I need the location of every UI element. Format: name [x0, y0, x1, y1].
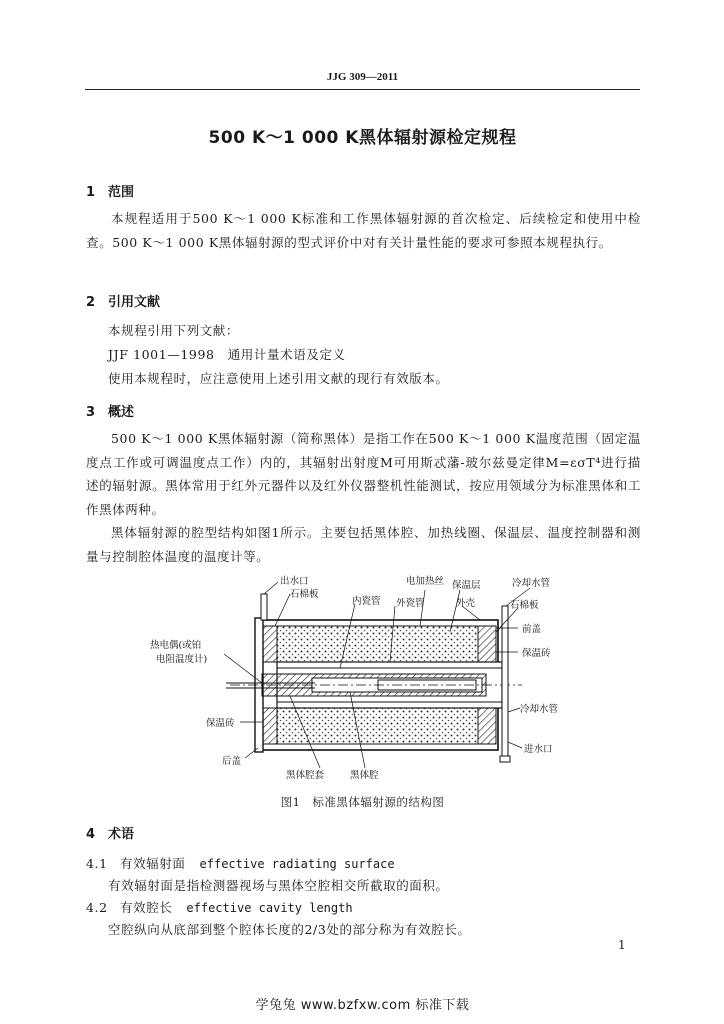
document-code-header: JJG 309—2011 [326, 71, 399, 83]
page-title: 500 K～1 000 K黑体辐射源检定规程 [208, 128, 517, 148]
section-number: 1 [86, 185, 96, 200]
asbestos-block [478, 626, 496, 662]
section-title: 概述 [108, 405, 135, 420]
term-en: effective cavity length [186, 901, 353, 915]
label-asbestos-left: 石棉板 [290, 589, 319, 600]
label-inner-tube: 内瓷管 [352, 596, 381, 607]
cooling-pipe [502, 606, 508, 756]
reference-item: JJF 1001—1998 通用计量术语及定义 [108, 347, 346, 362]
outlet-pipe [261, 594, 267, 620]
term-4-2-definition: 空腔纵向从底部到整个腔体长度的2/3处的部分称为有效腔长。 [108, 922, 471, 937]
label-insulation-brick-right: 保温砖 [522, 648, 551, 659]
label-heater-wire: 电加热丝 [406, 576, 445, 587]
insulation-layer-top [277, 626, 478, 662]
label-front-cover: 前盖 [522, 624, 542, 635]
section-1-heading [86, 181, 134, 200]
section-3-paragraph-2: 黑体辐射源的腔型结构如图1所示。主要包括黑体腔、加热线圈、保温层、温度控制器和测量与控制腔体温度的温度计等。 [86, 525, 641, 564]
label-insulation-brick-left: 保温砖 [206, 718, 235, 729]
label-inlet: 进水口 [524, 744, 553, 755]
insulation-brick [263, 626, 277, 662]
term-4-1 [86, 854, 395, 872]
insulation-brick [263, 708, 277, 744]
section-3-heading [86, 401, 134, 420]
reference-intro: 本规程引用下列文献： [108, 323, 240, 338]
section-4-heading [86, 823, 134, 842]
label-asbestos-right: 石棉板 [510, 600, 539, 611]
header-rule [85, 89, 640, 90]
section-2-heading [86, 291, 160, 310]
section-3-paragraph-1: 500 K～1 000 K黑体辐射源（简称黑体）是指工作在500 K～1 000 K温度范围（固定温度点工作或可调温度点工作）内的，其辐射出射度M可用斯忒藩-玻尔兹曼定律M=εσT⁴进行描述的辐射源。黑体常用于红外元器件以及红外仪器整机性能测试，按应用领域分为标准黑体和工作黑体两种。 [86, 431, 641, 517]
section-title: 术语 [108, 827, 135, 842]
insulation-layer-bottom [277, 708, 478, 744]
asbestos-block [478, 708, 496, 744]
label-insulation-layer: 保温层 [452, 580, 481, 591]
section-title: 引用文献 [108, 295, 161, 310]
label-cavity-sleeve: 黑体腔套 [286, 770, 325, 781]
blackbody-structure-diagram [150, 572, 560, 787]
term-number: 4.1 [86, 856, 108, 871]
site-footer: 学兔兔 www.bzfxw.com 标准下载 [255, 998, 470, 1013]
inlet-pipe-end [500, 756, 510, 762]
term-4-2 [86, 898, 353, 916]
label-outlet: 出水口 [280, 576, 309, 587]
section-number: 4 [86, 827, 96, 842]
figure-caption: 图1 标准黑体辐射源的结构图 [280, 795, 445, 809]
section-number: 3 [86, 405, 96, 420]
term-number: 4.2 [86, 900, 108, 915]
label-cooling-pipe-top: 冷却水管 [512, 578, 551, 589]
term-zh: 有效辐射面 [120, 856, 186, 871]
term-en: effective radiating surface [199, 857, 395, 871]
label-back-cover: 后盖 [222, 756, 242, 767]
label-cavity: 黑体腔 [350, 770, 379, 781]
section-1-paragraph: 本规程适用于500 K～1 000 K标准和工作黑体辐射源的首次检定、后续检定和使用中检查。500 K～1 000 K黑体辐射源的型式评价中对有关计量性能的要求可参照本规程执行。 [86, 211, 641, 250]
label-cooling-pipe-right: 冷却水管 [520, 704, 559, 715]
label-thermocouple-line2: 电阻温度计) [156, 654, 208, 665]
label-outer-tube: 外瓷管 [396, 598, 425, 609]
section-number: 2 [86, 295, 96, 310]
term-4-1-definition: 有效辐射面是指检测器视场与黑体空腔相交所截取的面积。 [108, 878, 449, 893]
label-shell: 外壳 [456, 598, 476, 609]
page-number: 1 [618, 938, 626, 952]
section-title: 范围 [108, 185, 135, 200]
term-zh: 有效腔长 [120, 900, 173, 915]
label-thermocouple-line1: 热电偶(或铂 [150, 640, 202, 651]
reference-note: 使用本规程时，应注意使用上述引用文献的现行有效版本。 [108, 371, 449, 386]
